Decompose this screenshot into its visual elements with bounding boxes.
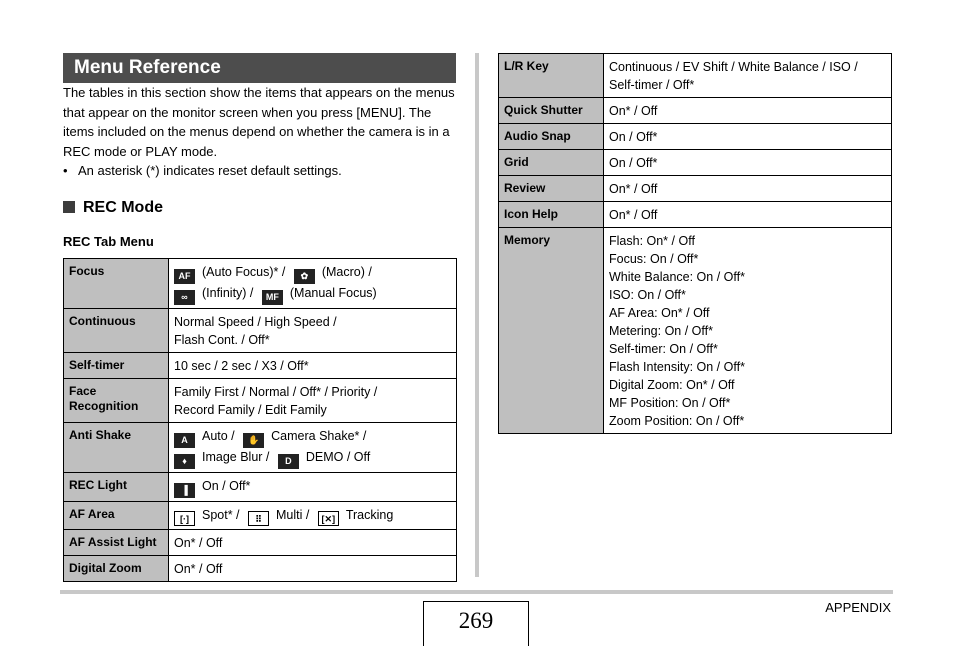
setting-name: Review	[499, 176, 604, 202]
setting-name: L/R Key	[499, 54, 604, 98]
table-row	[499, 150, 892, 176]
value-text: Flash Intensity: On / Off*	[609, 360, 745, 374]
value-text: 10 sec / 2 sec / X3 / Off*	[174, 359, 309, 373]
table-row	[64, 473, 457, 502]
value-line	[174, 427, 451, 448]
value-text: AF Area: On* / Off	[609, 306, 710, 320]
af-icon: AF	[174, 269, 195, 284]
setting-values	[169, 259, 457, 309]
setting-values	[169, 473, 457, 502]
page-title: Menu Reference	[63, 53, 456, 83]
table-row	[499, 176, 892, 202]
setting-values	[169, 556, 457, 582]
footer-section-label: APPENDIX	[825, 600, 891, 615]
setting-name: AF Area	[64, 502, 169, 530]
mf-icon: MF	[262, 290, 283, 305]
column-divider	[475, 53, 479, 577]
rec-light-icon: ▐	[174, 483, 195, 498]
bullet-dot: •	[63, 163, 68, 178]
value-text: On / Off*	[609, 156, 658, 170]
table-row	[64, 423, 457, 473]
square-bullet-icon	[63, 201, 75, 213]
value-text: Metering: On / Off*	[609, 324, 713, 338]
value-text: MF Position: On / Off*	[609, 396, 731, 410]
value-line	[174, 560, 451, 578]
value-line	[609, 128, 886, 146]
setting-values	[604, 228, 892, 434]
setting-values	[169, 502, 457, 530]
setting-name: Audio Snap	[499, 124, 604, 150]
infinity-icon: ∞	[174, 290, 195, 305]
setting-name: Focus	[64, 259, 169, 309]
setting-name: AF Assist Light	[64, 530, 169, 556]
value-line	[609, 102, 886, 120]
setting-name: Continuous	[64, 309, 169, 353]
setting-name: Icon Help	[499, 202, 604, 228]
value-text: Image Blur /	[202, 450, 273, 464]
value-text: On / Off*	[202, 479, 251, 493]
section-heading-text: REC Mode	[83, 199, 163, 216]
spot-icon: [·]	[174, 511, 195, 526]
value-line	[609, 304, 886, 322]
intro-text: The tables in this section show the items that appears on the menus that appear on the monitor screen when you press [MENU]. The items included on the menus depend on whether the camera is in a REC mode or PLAY mode.	[63, 85, 455, 159]
value-text: (Manual Focus)	[289, 286, 377, 300]
value-text: (Auto Focus)* /	[202, 265, 289, 279]
value-line	[609, 322, 886, 340]
setting-values	[604, 54, 892, 98]
value-text: Continuous / EV Shift / White Balance / ISO /	[609, 60, 858, 74]
value-text: (Macro) /	[321, 265, 372, 279]
value-line	[174, 263, 451, 284]
value-line	[174, 331, 451, 349]
table-row	[499, 202, 892, 228]
value-text: Normal Speed / High Speed /	[174, 315, 337, 329]
value-text: On* / Off	[609, 104, 658, 118]
setting-values	[169, 423, 457, 473]
footer-rule	[60, 590, 893, 594]
value-line	[609, 376, 886, 394]
value-text: Record Family / Edit Family	[174, 403, 327, 417]
value-line	[174, 383, 451, 401]
setting-values	[604, 176, 892, 202]
value-line	[609, 180, 886, 198]
value-line	[174, 534, 451, 552]
table-row	[499, 98, 892, 124]
value-text: Camera Shake* /	[271, 429, 367, 443]
setting-name: Digital Zoom	[64, 556, 169, 582]
table-row	[64, 556, 457, 582]
table-row	[64, 309, 457, 353]
value-line	[174, 401, 451, 419]
value-text: Tracking	[345, 508, 394, 522]
table-row	[64, 502, 457, 530]
value-text: Spot* /	[202, 508, 243, 522]
value-text: Self-timer / Off*	[609, 78, 695, 92]
value-line	[609, 76, 886, 94]
value-text: On / Off*	[609, 130, 658, 144]
value-text: Self-timer: On / Off*	[609, 342, 718, 356]
page-number: 269	[423, 601, 529, 646]
value-line	[609, 268, 886, 286]
table-row	[64, 379, 457, 423]
intro-paragraph	[63, 83, 458, 161]
value-line	[174, 448, 451, 469]
value-line	[174, 477, 451, 498]
setting-values	[604, 150, 892, 176]
macro-icon: ✿	[294, 269, 315, 284]
subheading: REC Tab Menu	[63, 234, 154, 249]
table-row	[499, 54, 892, 98]
value-text: DEMO / Off	[305, 450, 371, 464]
value-text: Flash Cont. / Off*	[174, 333, 270, 347]
setting-name: Grid	[499, 150, 604, 176]
value-text: Multi /	[276, 508, 313, 522]
value-line	[609, 340, 886, 358]
setting-name: Face Recognition	[64, 379, 169, 423]
value-line	[609, 206, 886, 224]
setting-values	[169, 379, 457, 423]
multi-icon: ⠿	[248, 511, 269, 526]
setting-name: Anti Shake	[64, 423, 169, 473]
value-text: Zoom Position: On / Off*	[609, 414, 745, 428]
rec-tab-menu-table-continued	[498, 53, 892, 434]
value-line	[609, 58, 886, 76]
value-text: On* / Off	[609, 208, 658, 222]
value-text: Focus: On / Off*	[609, 252, 699, 266]
setting-name: REC Light	[64, 473, 169, 502]
value-line	[174, 357, 451, 375]
setting-name: Self-timer	[64, 353, 169, 379]
value-text: Family First / Normal / Off* / Priority /	[174, 385, 378, 399]
tracking-icon: [✕]	[318, 511, 339, 526]
image-blur-icon: ♦	[174, 454, 195, 469]
section-heading	[63, 198, 163, 218]
table-row	[64, 353, 457, 379]
setting-name: Memory	[499, 228, 604, 434]
setting-values	[604, 98, 892, 124]
setting-values	[169, 530, 457, 556]
setting-name: Quick Shutter	[499, 98, 604, 124]
demo-icon: D	[278, 454, 299, 469]
value-line	[609, 394, 886, 412]
rec-tab-menu-table	[63, 258, 457, 582]
value-line	[609, 412, 886, 430]
value-text: White Balance: On / Off*	[609, 270, 745, 284]
table-row	[499, 124, 892, 150]
auto-shake-icon: A	[174, 433, 195, 448]
value-text: Flash: On* / Off	[609, 234, 695, 248]
value-line	[609, 250, 886, 268]
value-text: (Infinity) /	[202, 286, 257, 300]
value-text: ISO: On / Off*	[609, 288, 686, 302]
value-text: Auto /	[202, 429, 239, 443]
setting-values	[169, 353, 457, 379]
camera-shake-icon: ✋	[243, 433, 264, 448]
value-line	[609, 154, 886, 172]
value-line	[174, 284, 451, 305]
setting-values	[169, 309, 457, 353]
table-row	[64, 259, 457, 309]
value-line	[609, 358, 886, 376]
value-line	[174, 313, 451, 331]
bullet-note	[63, 162, 458, 179]
value-line	[609, 232, 886, 250]
value-text: On* / Off	[174, 536, 223, 550]
setting-values	[604, 124, 892, 150]
value-line	[609, 286, 886, 304]
table-row	[499, 228, 892, 434]
value-line	[174, 506, 451, 526]
value-text: On* / Off	[174, 562, 223, 576]
setting-values	[604, 202, 892, 228]
bullet-text: An asterisk (*) indicates reset default settings.	[78, 163, 342, 178]
value-text: On* / Off	[609, 182, 658, 196]
table-row	[64, 530, 457, 556]
value-text: Digital Zoom: On* / Off	[609, 378, 735, 392]
